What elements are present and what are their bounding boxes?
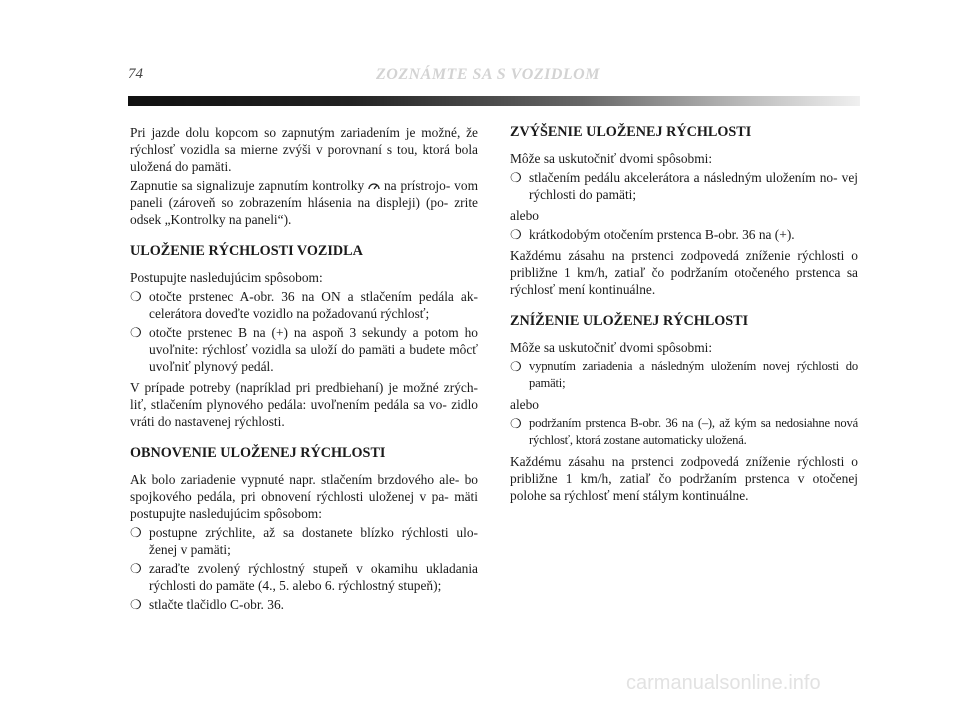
section-heading-store-speed: ULOŽENIE RÝCHLOSTI VOZIDLA bbox=[130, 243, 363, 259]
note-paragraph: Každému zásahu na prstenci zodpovedá zníženie rýchlosti o približne 1 km/h, zatiaľ čo podržaním otočeného prstenca sa rýchlosť mení kontinuálne. bbox=[510, 248, 858, 297]
note-paragraph: Každému zásahu na prstenci zodpovedá zníženie rýchlosti o približne 1 km/h, zatiaľ čo podržaním prstenca v otočenej polohe sa rýchlosť mení stálym kontinuálne. bbox=[510, 454, 858, 503]
section-lead: Postupujte nasledujúcim spôsobom: bbox=[130, 270, 323, 285]
bullet-icon: ❍ bbox=[130, 561, 142, 576]
bullet-icon: ❍ bbox=[510, 416, 522, 431]
page-header bbox=[128, 66, 860, 92]
bullet-icon: ❍ bbox=[510, 359, 522, 374]
bullet-icon: ❍ bbox=[130, 289, 142, 304]
store-speed-steps bbox=[130, 288, 478, 375]
note-paragraph: V prípade potreby (napríklad pri predbiehaní) je možné zrých- liť, stlačením plynového pedála: uvoľnením pedála sa vo- zidlo vráti do nastavenej rýchlosti. bbox=[130, 380, 478, 429]
bullet-icon: ❍ bbox=[130, 325, 142, 340]
or-label: alebo bbox=[510, 397, 539, 412]
cruise-control-lamp-icon bbox=[368, 181, 380, 191]
restore-speed-steps bbox=[130, 524, 478, 613]
section-lead: Môže sa uskutočniť dvomi spôsobmi: bbox=[510, 151, 713, 166]
list-item: ❍ vypnutím zariadenia a následným uložením novej rýchlosti do pamäti; bbox=[510, 359, 858, 390]
section-heading-increase-speed: ZVÝŠENIE ULOŽENEJ RÝCHLOSTI bbox=[510, 124, 752, 140]
watermark: carmanualsonline.info bbox=[626, 672, 821, 694]
list-item: ❍ stlačte tlačidlo C-obr. 36. bbox=[130, 597, 284, 612]
list-item: ❍ podržaním prstenca B-obr. 36 na (–), až kým sa nedosiahne nová rýchlosť, ktorá zostane automaticky uložená. bbox=[510, 416, 858, 447]
list-item: ❍ postupne zrýchlite, až sa dostanete blízko rýchlosti ulo- ženej v pamäti; bbox=[130, 525, 478, 557]
page-number: 74 bbox=[128, 66, 143, 82]
or-label: alebo bbox=[510, 208, 539, 223]
list-item: ❍ otočte prstenec B na (+) na aspoň 3 sekundy a potom ho uvoľnite: rýchlosť vozidla sa uloží do pamäti a budete môcť uvoľniť plynový pedál. bbox=[130, 325, 478, 374]
list-item: ❍ krátkodobým otočením prstenca B-obr. 36 na (+). bbox=[510, 227, 795, 242]
section-lead: Ak bolo zariadenie vypnuté napr. stlačením brzdového ale- bo spojkového pedála, pri obnovení rýchlosti uloženej v pa- mäti postupujte nasledujúcim spôsobom: bbox=[130, 472, 478, 521]
intro-paragraph: Pri jazde dolu kopcom so zapnutým zariadením je možné, že rýchlosť vozidla sa mierne zvýši v porovnaní s tou, ktorá bola uložená do pamäti. bbox=[130, 125, 478, 174]
section-heading-restore-speed: OBNOVENIE ULOŽENEJ RÝCHLOSTI bbox=[130, 445, 386, 461]
list-item: ❍ zaraďte zvolený rýchlostný stupeň v okamihu ukladania rýchlosti do pamäte (4., 5. alebo 6. rýchlostný stupeň); bbox=[130, 561, 478, 593]
decrease-speed-option-2 bbox=[510, 415, 858, 449]
section-heading-decrease-speed: ZNÍŽENIE ULOŽENEJ RÝCHLOSTI bbox=[510, 313, 749, 329]
chapter-title: ZOZNÁMTE SA S VOZIDLOM bbox=[376, 66, 600, 83]
list-item: ❍ otočte prstenec A-obr. 36 na ON a stlačením pedála ak- celerátora doveďte vozidlo na požadovanú rýchlosť; bbox=[130, 289, 478, 321]
indicator-paragraph: Zapnutie sa signalizuje zapnutím kontrolky na prístrojo- vom paneli (zároveň so zobrazením hlásenia na displeji) (po- zrite odsek „Kontrolky na paneli“). bbox=[130, 178, 478, 227]
bullet-icon: ❍ bbox=[510, 170, 522, 185]
right-column bbox=[510, 124, 858, 506]
bullet-icon: ❍ bbox=[130, 525, 142, 540]
increase-speed-option-1 bbox=[510, 169, 858, 203]
bullet-icon: ❍ bbox=[510, 227, 522, 242]
decrease-speed-option-1 bbox=[510, 358, 858, 392]
section-lead: Môže sa uskutočniť dvomi spôsobmi: bbox=[510, 340, 713, 355]
left-column bbox=[130, 124, 478, 617]
header-gradient-bar bbox=[128, 96, 860, 106]
list-item: ❍ stlačením pedálu akcelerátora a následným uložením no- vej rýchlosti do pamäti; bbox=[510, 170, 858, 202]
bullet-icon: ❍ bbox=[130, 597, 142, 612]
increase-speed-option-2 bbox=[510, 226, 858, 243]
